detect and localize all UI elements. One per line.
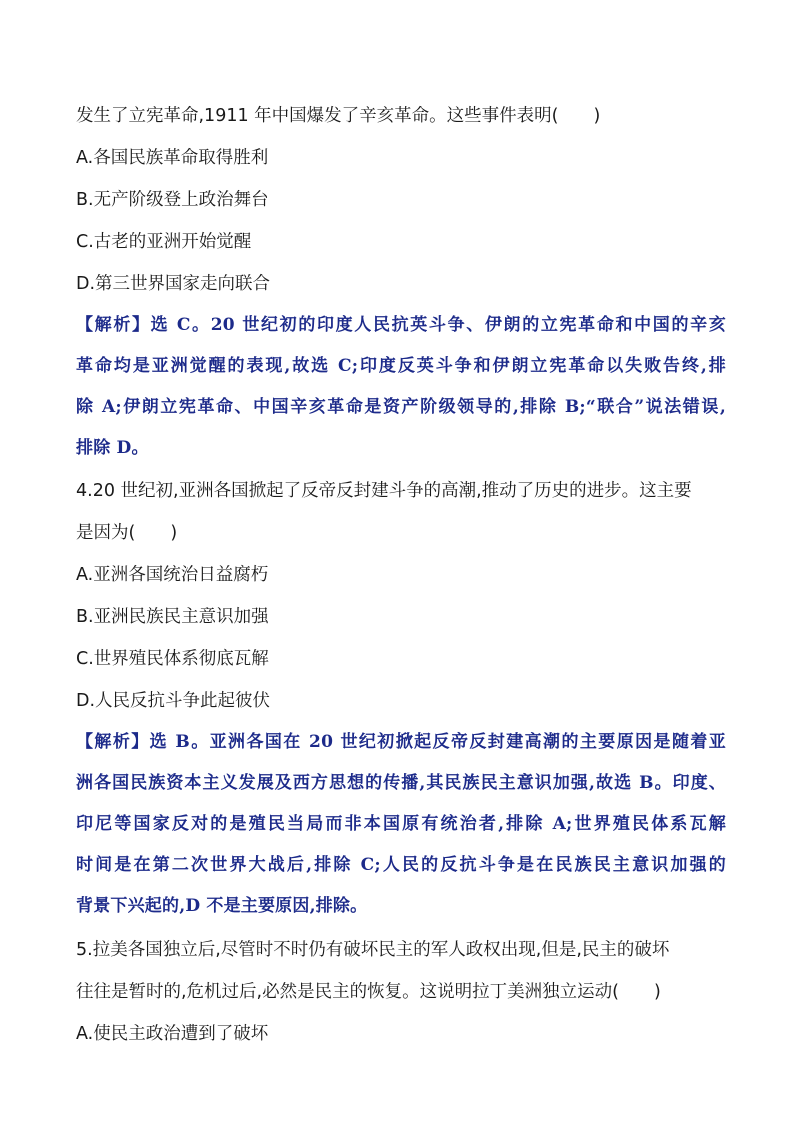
q4-analysis-line-4: 时间是在第二次世界大战后,排除 C;人民的反抗斗争是在民族民主意识加强的 (76, 855, 726, 875)
q5-option-a: A.使民主政治遭到了破坏 (76, 1024, 269, 1044)
q4-option-a: A.亚洲各国统治日益腐朽 (76, 565, 269, 585)
q4-analysis-line-5: 背景下兴起的,D 不是主要原因,排除。 (76, 896, 368, 916)
q4-analysis-line-3: 印尼等国家反对的是殖民当局而非本国原有统治者,排除 A;世界殖民体系瓦解 (76, 814, 726, 834)
q3-stem-continuation: 发生了立宪革命,1911 年中国爆发了辛亥革命。这些事件表明( ) (76, 106, 601, 126)
q3-option-a: A.各国民族革命取得胜利 (76, 148, 269, 168)
q4-stem-line-2: 是因为( ) (76, 523, 178, 543)
q4-option-d: D.人民反抗斗争此起彼伏 (76, 691, 271, 711)
q4-option-c: C.世界殖民体系彻底瓦解 (76, 649, 269, 669)
q3-analysis-line-2: 革命均是亚洲觉醒的表现,故选 C;印度反英斗争和伊朗立宪革命以失败告终,排 (76, 356, 726, 376)
q3-option-d: D.第三世界国家走向联合 (76, 274, 271, 294)
q4-analysis-line-1: 【解析】选 B。亚洲各国在 20 世纪初掀起反帝反封建高潮的主要原因是随着亚 (76, 732, 726, 752)
q4-stem-line-1: 4.20 世纪初,亚洲各国掀起了反帝反封建斗争的高潮,推动了历史的进步。这主要 (76, 481, 692, 501)
q3-option-b: B.无产阶级登上政治舞台 (76, 190, 269, 210)
q3-analysis-line-1: 【解析】选 C。20 世纪初的印度人民抗英斗争、伊朗的立宪革命和中国的辛亥 (76, 315, 726, 335)
q4-option-b: B.亚洲民族民主意识加强 (76, 607, 269, 627)
q3-option-c: C.古老的亚洲开始觉醒 (76, 232, 252, 252)
q5-stem-line-2: 往往是暂时的,危机过后,必然是民主的恢复。这说明拉丁美洲独立运动( ) (76, 982, 661, 1002)
q4-analysis-line-2: 洲各国民族资本主义发展及西方思想的传播,其民族民主意识加强,故选 B。印度、 (76, 773, 726, 793)
q3-analysis-line-3: 除 A;伊朗立宪革命、中国辛亥革命是资产阶级领导的,排除 B;“联合”说法错误, (76, 397, 726, 417)
q3-analysis-line-4: 排除 D。 (76, 438, 149, 458)
q5-stem-line-1: 5.拉美各国独立后,尽管时不时仍有破坏民主的军人政权出现,但是,民主的破坏 (76, 940, 670, 960)
